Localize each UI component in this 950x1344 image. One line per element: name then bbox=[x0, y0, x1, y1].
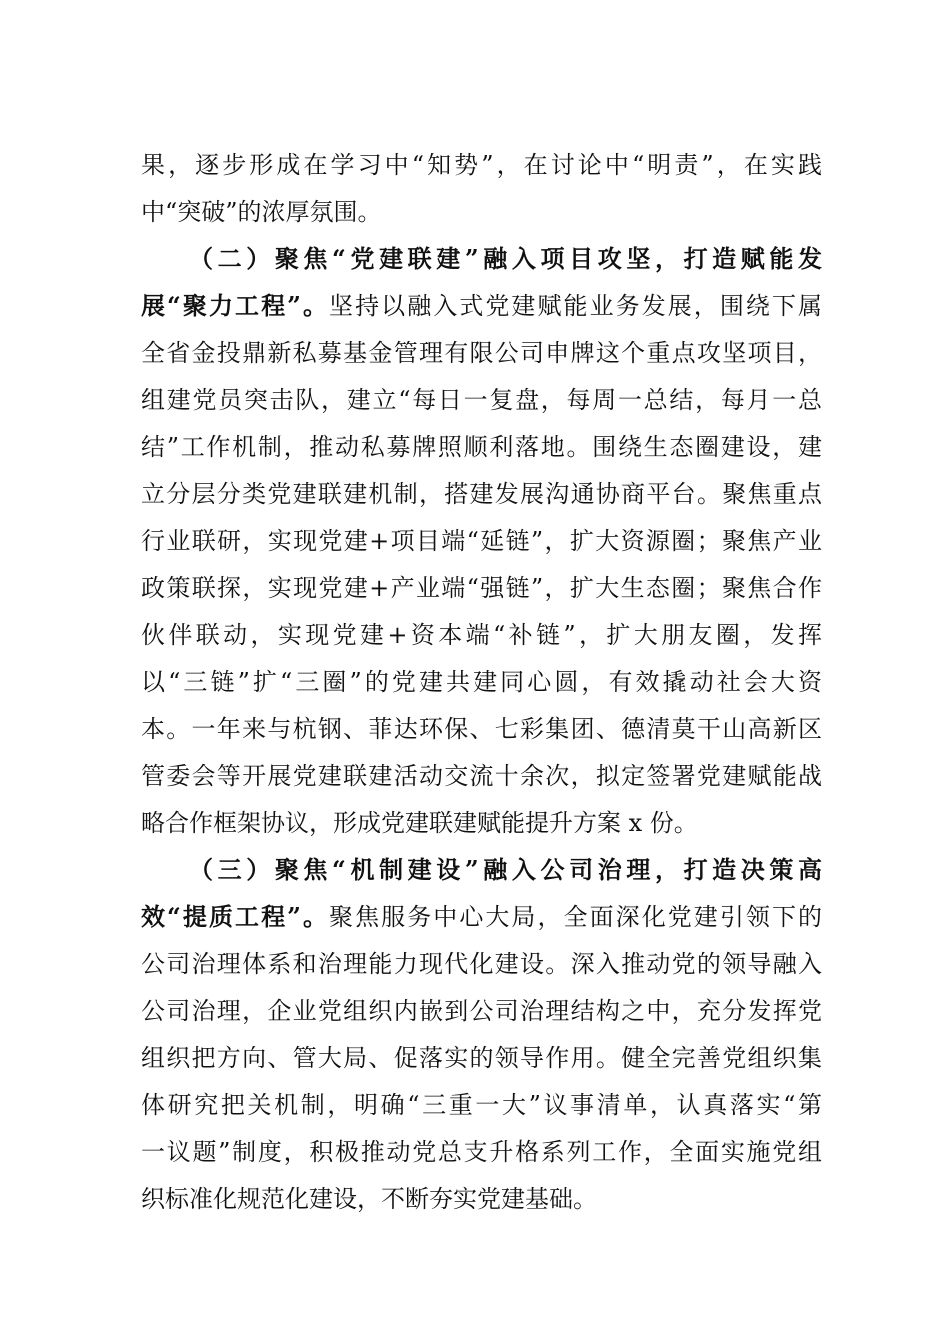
text-line: 组建党员突击队，建立“每日一复盘，每周一总结，每月一总 bbox=[141, 386, 822, 414]
text-line: 组织把方向、管大局、促落实的领导作用。健全完善党组织集 bbox=[141, 1044, 822, 1072]
text-line: 公司治理，企业党组织内嵌到公司治理结构之中，充分发挥党 bbox=[141, 997, 822, 1025]
text-line: 织标准化规范化建设，不断夯实党建基础。 bbox=[141, 1185, 597, 1213]
text-line bbox=[141, 897, 822, 937]
text-line: 一议题”制度，积极推动党总支升格系列工作，全面实施党组 bbox=[141, 1138, 822, 1166]
section-heading-2: （二）聚焦“党建联建”融入项目攻坚，打造赋能发 bbox=[189, 244, 822, 273]
text-line: 以“三链”扩“三圈”的党建共建同心圆，有效撬动社会大资 bbox=[141, 668, 822, 696]
text-line: 政策联探，实现党建+产业端“强链”，扩大生态圈；聚焦合作 bbox=[141, 574, 822, 602]
text-span: 坚持以融入式党建赋能业务发展，围绕下属 bbox=[329, 292, 822, 320]
text-line: 结”工作机制，推动私募牌照顺利落地。围绕生态圈建设，建 bbox=[141, 433, 822, 461]
text-line bbox=[141, 286, 822, 326]
text-line: 行业联研，实现党建+项目端“延链”，扩大资源圈；聚焦产业 bbox=[141, 527, 822, 555]
text-line: 果，逐步形成在学习中“知势”，在讨论中“明责”，在实践 bbox=[141, 151, 822, 179]
text-line: 本。一年来与杭钢、菲达环保、七彩集团、德清莫干山高新区 bbox=[141, 715, 822, 743]
text-line: 全省金投鼎新私募基金管理有限公司申牌这个重点攻坚项目， bbox=[141, 339, 822, 367]
text-line: 管委会等开展党建联建活动交流十余次，拟定签署党建赋能战 bbox=[141, 762, 822, 790]
text-line: 略合作框架协议，形成党建联建赋能提升方案 x 份。 bbox=[141, 809, 698, 837]
text-line: 体研究把关机制，明确“三重一大”议事清单，认真落实“第 bbox=[141, 1091, 822, 1119]
section-heading-3: （三）聚焦“机制建设”融入公司治理，打造决策高 bbox=[189, 855, 822, 884]
text-span: 聚焦服务中心大局，全面深化党建引领下的 bbox=[329, 903, 822, 931]
section-heading-2-continued: 展“聚力工程”。 bbox=[141, 291, 330, 320]
text-line: 公司治理体系和治理能力现代化建设。深入推动党的领导融入 bbox=[141, 950, 822, 978]
text-line: 伙伴联动，实现党建+资本端“补链”，扩大朋友圈，发挥 bbox=[141, 621, 822, 649]
text-line: 中“突破”的浓厚氛围。 bbox=[141, 198, 382, 226]
text-line: 立分层分类党建联建机制，搭建发展沟通协商平台。聚焦重点 bbox=[141, 480, 822, 508]
section-heading-3-continued: 效“提质工程”。 bbox=[141, 902, 330, 931]
